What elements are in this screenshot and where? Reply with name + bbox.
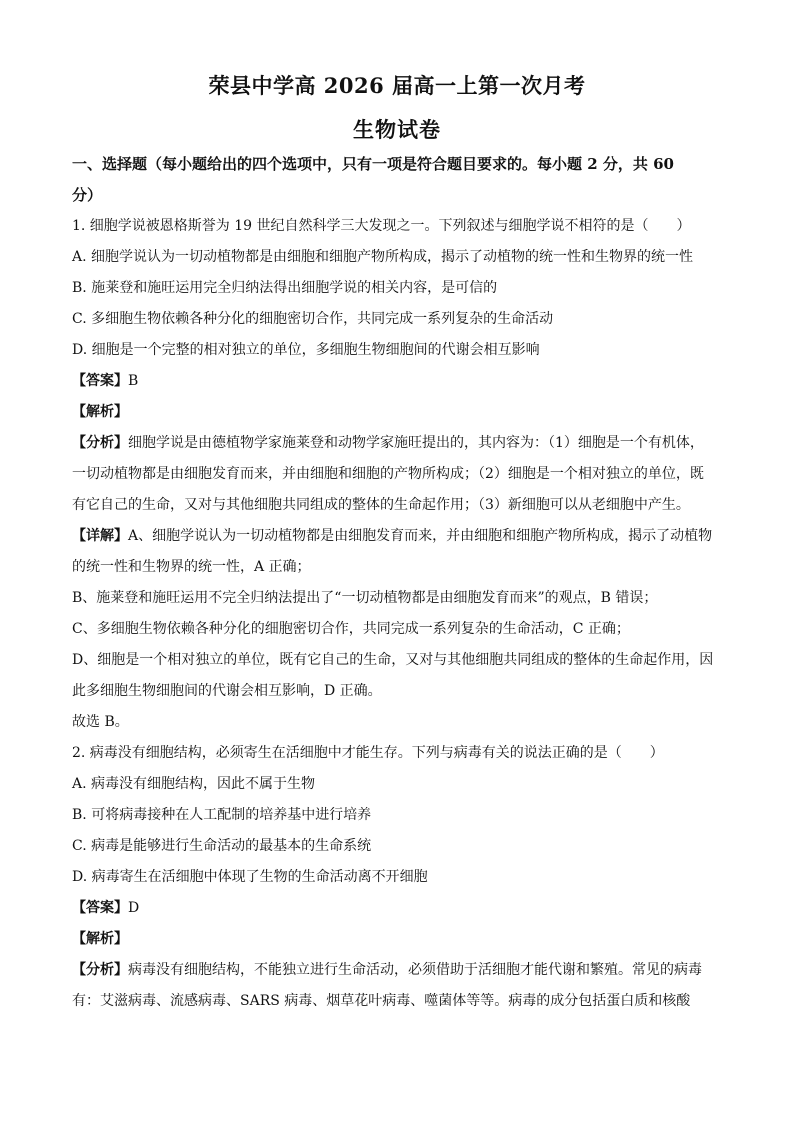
q2-analysis-line <box>72 955 722 986</box>
q1-detail-line: B、施莱登和施旺运用不完全归纳法提出了“一切动植物都是由细胞发育而来”的观点，B 错误； <box>72 590 658 606</box>
q1-stem: 1. 细胞学说被恩格斯誉为 19 世纪自然科学三大发现之一。下列叙述与细胞学说不相符的是（ ） <box>72 218 691 234</box>
q1-analysis-line <box>72 428 722 459</box>
q1-detail-line: 此多细胞生物细胞间的代谢会相互影响，D 正确。 <box>72 683 382 699</box>
q1-conclusion: 故选 B。 <box>72 714 129 730</box>
q1-option-a: A. 细胞学说认为一切动植物都是由细胞和细胞产物所构成，揭示了动植物的统一性和生物界的统一性 <box>72 249 694 265</box>
q1-detail-line: C、多细胞生物依赖各种分化的细胞密切合作，共同完成一系列复杂的生命活动，C 正确； <box>72 621 630 637</box>
q2-analysis-text: 病毒没有细胞结构，不能独立进行生命活动，必须借助于活细胞才能代谢和繁殖。常见的病毒 <box>128 962 702 978</box>
q1-analysis-tag: 【分析】 <box>72 435 128 451</box>
exam-title: 荣县中学高 2026 届高一上第一次月考 <box>208 73 586 98</box>
q2-answer <box>72 893 722 924</box>
q1-answer-tag: 【答案】 <box>72 373 128 389</box>
q1-option-b: B. 施莱登和施旺运用完全归纳法得出细胞学说的相关内容，是可信的 <box>72 280 498 296</box>
q1-answer <box>72 366 722 397</box>
q1-jiexi-tag: 【解析】 <box>72 404 128 420</box>
q1-detail-line: 的统一性和生物界的统一性，A 正确； <box>72 559 311 575</box>
q2-jiexi-tag: 【解析】 <box>72 931 128 947</box>
section-heading-line-1: 一、选择题（每小题给出的四个选项中，只有一项是符合题目要求的。每小题 2 分，共 60 <box>72 155 674 173</box>
q1-option-c: C. 多细胞生物依赖各种分化的细胞密切合作，共同完成一系列复杂的生命活动 <box>72 311 554 327</box>
exam-subtitle: 生物试卷 <box>353 117 441 142</box>
q1-detail-tag: 【详解】 <box>72 528 128 544</box>
exam-content <box>72 149 722 1017</box>
q2-answer-tag: 【答案】 <box>72 900 128 916</box>
q1-detail-line: D、细胞是一个相对独立的单位，既有它自己的生命，又对与其他细胞共同组成的整体的生命起作用，因 <box>72 652 714 668</box>
q1-answer-value: B <box>128 373 139 389</box>
q2-analysis-line: 有：艾滋病毒、流感病毒、SARS 病毒、烟草花叶病毒、噬菌体等等。病毒的成分包括蛋白质和核酸 <box>72 993 691 1009</box>
q2-answer-value: D <box>128 900 140 916</box>
q1-detail-text: A、细胞学说认为一切动植物都是由细胞发育而来，并由细胞和细胞产物所构成，揭示了动植物 <box>128 528 713 544</box>
q2-analysis-tag: 【分析】 <box>72 962 128 978</box>
q2-option-c: C. 病毒是能够进行生命活动的最基本的生命系统 <box>72 838 372 854</box>
q2-option-a: A. 病毒没有细胞结构，因此不属于生物 <box>72 776 316 792</box>
q1-analysis-text: 细胞学说是由德植物学家施莱登和动物学家施旺提出的，其内容为：（1）细胞是一个有机体， <box>128 435 704 451</box>
q1-analysis-line: 一切动植物都是由细胞发育而来，并由细胞和细胞的产物所构成；（2）细胞是一个相对独立的单位，既 <box>72 466 704 482</box>
q1-option-d: D. 细胞是一个完整的相对独立的单位，多细胞生物细胞间的代谢会相互影响 <box>72 342 540 358</box>
q2-option-b: B. 可将病毒接种在人工配制的培养基中进行培养 <box>72 807 372 823</box>
q2-stem: 2. 病毒没有细胞结构，必须寄生在活细胞中才能生存。下列与病毒有关的说法正确的是（ ） <box>72 745 664 761</box>
q2-option-d: D. 病毒寄生在活细胞中体现了生物的生命活动离不开细胞 <box>72 869 428 885</box>
section-heading-line-2: 分） <box>72 186 103 204</box>
q1-detail-line <box>72 521 722 552</box>
q1-analysis-line: 有它自己的生命，又对与其他细胞共同组成的整体的生命起作用；（3）新细胞可以从老细胞中产生。 <box>72 497 690 513</box>
